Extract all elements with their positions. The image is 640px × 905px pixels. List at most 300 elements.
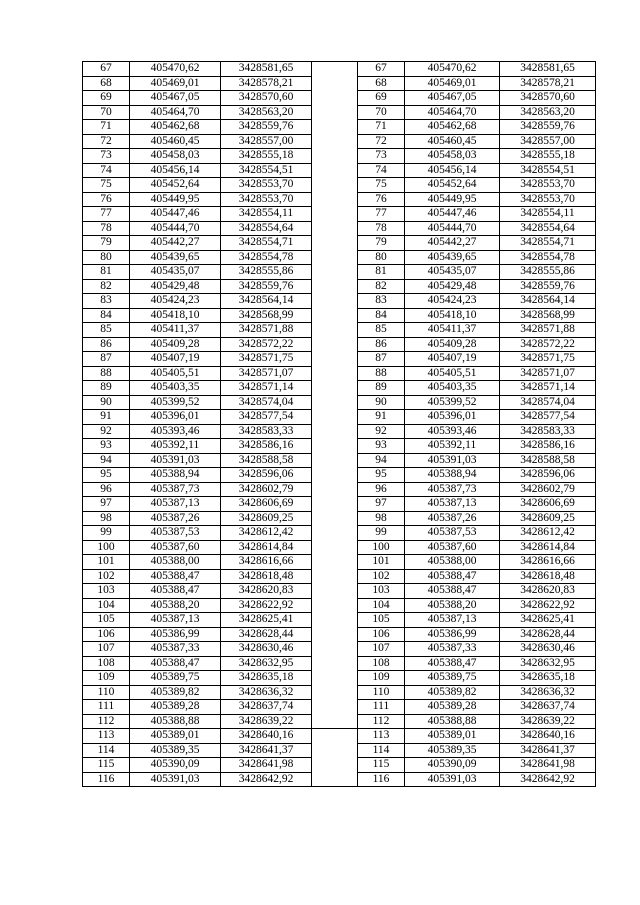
x-coordinate-cell: 405444,70 — [405, 221, 500, 236]
x-coordinate-cell: 405388,88 — [130, 714, 221, 729]
x-coordinate-cell: 405388,20 — [130, 598, 221, 613]
x-coordinate-cell: 405388,00 — [130, 555, 221, 570]
x-coordinate-cell: 405456,14 — [405, 163, 500, 178]
point-number-cell: 99 — [358, 526, 405, 541]
column-gap — [312, 482, 358, 497]
y-coordinate-cell: 3428581,65 — [221, 62, 312, 77]
x-coordinate-cell: 405449,95 — [405, 192, 500, 207]
x-coordinate-cell: 405458,03 — [130, 149, 221, 164]
y-coordinate-cell: 3428568,99 — [500, 308, 596, 323]
point-number-cell: 93 — [83, 439, 130, 454]
x-coordinate-cell: 405462,68 — [405, 120, 500, 135]
column-gap — [312, 555, 358, 570]
x-coordinate-cell: 405393,46 — [130, 424, 221, 439]
y-coordinate-cell: 3428572,22 — [500, 337, 596, 352]
table-row — [83, 250, 596, 265]
point-number-cell: 78 — [83, 221, 130, 236]
table-row — [83, 134, 596, 149]
point-number-cell: 115 — [358, 758, 405, 773]
point-number-cell: 103 — [83, 584, 130, 599]
column-gap — [312, 700, 358, 715]
column-gap — [312, 642, 358, 657]
x-coordinate-cell: 405390,09 — [130, 758, 221, 773]
point-number-cell: 96 — [358, 482, 405, 497]
x-coordinate-cell: 405469,01 — [130, 76, 221, 91]
x-coordinate-cell: 405389,01 — [405, 729, 500, 744]
table-row — [83, 366, 596, 381]
point-number-cell: 77 — [358, 207, 405, 222]
x-coordinate-cell: 405403,35 — [405, 381, 500, 396]
y-coordinate-cell: 3428559,76 — [500, 120, 596, 135]
x-coordinate-cell: 405439,65 — [130, 250, 221, 265]
x-coordinate-cell: 405424,23 — [130, 294, 221, 309]
column-gap — [312, 743, 358, 758]
y-coordinate-cell: 3428554,78 — [221, 250, 312, 265]
column-gap — [312, 671, 358, 686]
y-coordinate-cell: 3428641,37 — [500, 743, 596, 758]
x-coordinate-cell: 405469,01 — [405, 76, 500, 91]
point-number-cell: 102 — [358, 569, 405, 584]
x-coordinate-cell: 405387,26 — [405, 511, 500, 526]
y-coordinate-cell: 3428616,66 — [500, 555, 596, 570]
y-coordinate-cell: 3428571,14 — [221, 381, 312, 396]
x-coordinate-cell: 405389,82 — [405, 685, 500, 700]
table-row — [83, 105, 596, 120]
point-number-cell: 101 — [358, 555, 405, 570]
table-row — [83, 91, 596, 106]
table-row — [83, 149, 596, 164]
y-coordinate-cell: 3428557,00 — [221, 134, 312, 149]
y-coordinate-cell: 3428642,92 — [221, 772, 312, 787]
column-gap — [312, 685, 358, 700]
y-coordinate-cell: 3428555,86 — [500, 265, 596, 280]
column-gap — [312, 76, 358, 91]
table-row — [83, 482, 596, 497]
point-number-cell: 91 — [83, 410, 130, 425]
y-coordinate-cell: 3428612,42 — [500, 526, 596, 541]
table-row — [83, 656, 596, 671]
y-coordinate-cell: 3428570,60 — [500, 91, 596, 106]
table-row — [83, 671, 596, 686]
point-number-cell: 93 — [358, 439, 405, 454]
point-number-cell: 92 — [83, 424, 130, 439]
x-coordinate-cell: 405387,53 — [405, 526, 500, 541]
column-gap — [312, 497, 358, 512]
x-coordinate-cell: 405390,09 — [405, 758, 500, 773]
point-number-cell: 83 — [358, 294, 405, 309]
column-gap — [312, 221, 358, 236]
x-coordinate-cell: 405387,13 — [405, 497, 500, 512]
x-coordinate-cell: 405386,99 — [405, 627, 500, 642]
y-coordinate-cell: 3428553,70 — [500, 178, 596, 193]
y-coordinate-cell: 3428577,54 — [221, 410, 312, 425]
x-coordinate-cell: 405407,19 — [405, 352, 500, 367]
column-gap — [312, 569, 358, 584]
x-coordinate-cell: 405439,65 — [405, 250, 500, 265]
table-row — [83, 555, 596, 570]
table-row — [83, 613, 596, 628]
table-row — [83, 642, 596, 657]
y-coordinate-cell: 3428620,83 — [221, 584, 312, 599]
point-number-cell: 110 — [83, 685, 130, 700]
point-number-cell: 72 — [83, 134, 130, 149]
column-gap — [312, 627, 358, 642]
point-number-cell: 76 — [83, 192, 130, 207]
table-row — [83, 453, 596, 468]
point-number-cell: 83 — [83, 294, 130, 309]
point-number-cell: 113 — [83, 729, 130, 744]
y-coordinate-cell: 3428577,54 — [500, 410, 596, 425]
table-row — [83, 352, 596, 367]
point-number-cell: 97 — [358, 497, 405, 512]
x-coordinate-cell: 405388,94 — [405, 468, 500, 483]
point-number-cell: 102 — [83, 569, 130, 584]
x-coordinate-cell: 405388,47 — [405, 569, 500, 584]
point-number-cell: 90 — [83, 395, 130, 410]
x-coordinate-cell: 405386,99 — [130, 627, 221, 642]
column-gap — [312, 381, 358, 396]
y-coordinate-cell: 3428554,78 — [500, 250, 596, 265]
y-coordinate-cell: 3428553,70 — [221, 178, 312, 193]
point-number-cell: 68 — [83, 76, 130, 91]
y-coordinate-cell: 3428553,70 — [221, 192, 312, 207]
column-gap — [312, 656, 358, 671]
y-coordinate-cell: 3428642,92 — [500, 772, 596, 787]
y-coordinate-cell: 3428564,14 — [500, 294, 596, 309]
point-number-cell: 116 — [83, 772, 130, 787]
x-coordinate-cell: 405389,82 — [130, 685, 221, 700]
y-coordinate-cell: 3428596,06 — [221, 468, 312, 483]
table-row — [83, 207, 596, 222]
y-coordinate-cell: 3428563,20 — [221, 105, 312, 120]
point-number-cell: 72 — [358, 134, 405, 149]
x-coordinate-cell: 405407,19 — [130, 352, 221, 367]
y-coordinate-cell: 3428570,60 — [221, 91, 312, 106]
y-coordinate-cell: 3428563,20 — [500, 105, 596, 120]
table-row — [83, 236, 596, 251]
x-coordinate-cell: 405470,62 — [130, 62, 221, 77]
column-gap — [312, 192, 358, 207]
table-row — [83, 439, 596, 454]
column-gap — [312, 308, 358, 323]
point-number-cell: 109 — [83, 671, 130, 686]
point-number-cell: 111 — [83, 700, 130, 715]
x-coordinate-cell: 405403,35 — [130, 381, 221, 396]
y-coordinate-cell: 3428554,11 — [221, 207, 312, 222]
y-coordinate-cell: 3428637,74 — [221, 700, 312, 715]
point-number-cell: 95 — [83, 468, 130, 483]
table-row — [83, 526, 596, 541]
x-coordinate-cell: 405442,27 — [405, 236, 500, 251]
x-coordinate-cell: 405411,37 — [130, 323, 221, 338]
y-coordinate-cell: 3428578,21 — [500, 76, 596, 91]
y-coordinate-cell: 3428622,92 — [221, 598, 312, 613]
x-coordinate-cell: 405393,46 — [405, 424, 500, 439]
y-coordinate-cell: 3428555,86 — [221, 265, 312, 280]
y-coordinate-cell: 3428574,04 — [221, 395, 312, 410]
table-row — [83, 627, 596, 642]
x-coordinate-cell: 405456,14 — [130, 163, 221, 178]
y-coordinate-cell: 3428632,95 — [221, 656, 312, 671]
column-gap — [312, 410, 358, 425]
point-number-cell: 108 — [358, 656, 405, 671]
x-coordinate-cell: 405405,51 — [130, 366, 221, 381]
y-coordinate-cell: 3428620,83 — [500, 584, 596, 599]
x-coordinate-cell: 405387,73 — [130, 482, 221, 497]
x-coordinate-cell: 405387,60 — [405, 540, 500, 555]
y-coordinate-cell: 3428568,99 — [221, 308, 312, 323]
point-number-cell: 76 — [358, 192, 405, 207]
point-number-cell: 69 — [83, 91, 130, 106]
point-number-cell: 88 — [83, 366, 130, 381]
y-coordinate-cell: 3428637,74 — [500, 700, 596, 715]
point-number-cell: 98 — [83, 511, 130, 526]
x-coordinate-cell: 405429,48 — [130, 279, 221, 294]
y-coordinate-cell: 3428559,76 — [221, 120, 312, 135]
column-gap — [312, 511, 358, 526]
point-number-cell: 70 — [358, 105, 405, 120]
table-row — [83, 410, 596, 425]
point-number-cell: 81 — [358, 265, 405, 280]
y-coordinate-cell: 3428554,64 — [500, 221, 596, 236]
point-number-cell: 73 — [358, 149, 405, 164]
y-coordinate-cell: 3428630,46 — [500, 642, 596, 657]
column-gap — [312, 62, 358, 77]
y-coordinate-cell: 3428609,25 — [221, 511, 312, 526]
column-gap — [312, 323, 358, 338]
table-row — [83, 265, 596, 280]
x-coordinate-cell: 405399,52 — [130, 395, 221, 410]
x-coordinate-cell: 405388,20 — [405, 598, 500, 613]
point-number-cell: 85 — [358, 323, 405, 338]
y-coordinate-cell: 3428586,16 — [221, 439, 312, 454]
table-row — [83, 76, 596, 91]
point-number-cell: 89 — [83, 381, 130, 396]
column-gap — [312, 337, 358, 352]
y-coordinate-cell: 3428555,18 — [221, 149, 312, 164]
x-coordinate-cell: 405392,11 — [130, 439, 221, 454]
x-coordinate-cell: 405418,10 — [130, 308, 221, 323]
column-gap — [312, 613, 358, 628]
point-number-cell: 103 — [358, 584, 405, 599]
x-coordinate-cell: 405435,07 — [405, 265, 500, 280]
point-number-cell: 78 — [358, 221, 405, 236]
x-coordinate-cell: 405444,70 — [130, 221, 221, 236]
y-coordinate-cell: 3428606,69 — [500, 497, 596, 512]
table-row — [83, 584, 596, 599]
point-number-cell: 107 — [358, 642, 405, 657]
x-coordinate-cell: 405392,11 — [405, 439, 500, 454]
y-coordinate-cell: 3428554,51 — [500, 163, 596, 178]
x-coordinate-cell: 405387,26 — [130, 511, 221, 526]
point-number-cell: 101 — [83, 555, 130, 570]
point-number-cell: 99 — [83, 526, 130, 541]
y-coordinate-cell: 3428602,79 — [500, 482, 596, 497]
x-coordinate-cell: 405462,68 — [130, 120, 221, 135]
point-number-cell: 80 — [83, 250, 130, 265]
x-coordinate-cell: 405435,07 — [130, 265, 221, 280]
point-number-cell: 106 — [83, 627, 130, 642]
y-coordinate-cell: 3428554,51 — [221, 163, 312, 178]
point-number-cell: 86 — [358, 337, 405, 352]
x-coordinate-cell: 405464,70 — [405, 105, 500, 120]
point-number-cell: 100 — [358, 540, 405, 555]
y-coordinate-cell: 3428583,33 — [221, 424, 312, 439]
x-coordinate-cell: 405387,53 — [130, 526, 221, 541]
point-number-cell: 84 — [358, 308, 405, 323]
column-gap — [312, 540, 358, 555]
y-coordinate-cell: 3428557,00 — [500, 134, 596, 149]
x-coordinate-cell: 405470,62 — [405, 62, 500, 77]
x-coordinate-cell: 405409,28 — [130, 337, 221, 352]
table-row — [83, 743, 596, 758]
point-number-cell: 87 — [83, 352, 130, 367]
y-coordinate-cell: 3428640,16 — [500, 729, 596, 744]
table-row — [83, 337, 596, 352]
column-gap — [312, 714, 358, 729]
y-coordinate-cell: 3428559,76 — [221, 279, 312, 294]
point-number-cell: 104 — [83, 598, 130, 613]
y-coordinate-cell: 3428574,04 — [500, 395, 596, 410]
y-coordinate-cell: 3428641,98 — [500, 758, 596, 773]
y-coordinate-cell: 3428578,21 — [221, 76, 312, 91]
y-coordinate-cell: 3428555,18 — [500, 149, 596, 164]
x-coordinate-cell: 405388,88 — [405, 714, 500, 729]
point-number-cell: 94 — [358, 453, 405, 468]
column-gap — [312, 453, 358, 468]
point-number-cell: 111 — [358, 700, 405, 715]
y-coordinate-cell: 3428614,84 — [500, 540, 596, 555]
table-row — [83, 395, 596, 410]
column-gap — [312, 584, 358, 599]
point-number-cell: 75 — [83, 178, 130, 193]
x-coordinate-cell: 405387,13 — [405, 613, 500, 628]
x-coordinate-cell: 405388,94 — [130, 468, 221, 483]
point-number-cell: 112 — [358, 714, 405, 729]
point-number-cell: 112 — [83, 714, 130, 729]
point-number-cell: 95 — [358, 468, 405, 483]
x-coordinate-cell: 405388,47 — [405, 656, 500, 671]
column-gap — [312, 439, 358, 454]
column-gap — [312, 120, 358, 135]
point-number-cell: 67 — [358, 62, 405, 77]
column-gap — [312, 294, 358, 309]
column-gap — [312, 366, 358, 381]
y-coordinate-cell: 3428571,88 — [500, 323, 596, 338]
column-gap — [312, 598, 358, 613]
table-row — [83, 540, 596, 555]
x-coordinate-cell: 405409,28 — [405, 337, 500, 352]
point-number-cell: 79 — [83, 236, 130, 251]
x-coordinate-cell: 405396,01 — [130, 410, 221, 425]
y-coordinate-cell: 3428632,95 — [500, 656, 596, 671]
x-coordinate-cell: 405389,35 — [405, 743, 500, 758]
x-coordinate-cell: 405452,64 — [130, 178, 221, 193]
y-coordinate-cell: 3428618,48 — [500, 569, 596, 584]
y-coordinate-cell: 3428554,11 — [500, 207, 596, 222]
column-gap — [312, 178, 358, 193]
column-gap — [312, 395, 358, 410]
point-number-cell: 92 — [358, 424, 405, 439]
point-number-cell: 100 — [83, 540, 130, 555]
table-row — [83, 294, 596, 309]
column-gap — [312, 149, 358, 164]
point-number-cell: 86 — [83, 337, 130, 352]
y-coordinate-cell: 3428639,22 — [500, 714, 596, 729]
column-gap — [312, 424, 358, 439]
point-number-cell: 116 — [358, 772, 405, 787]
point-number-cell: 69 — [358, 91, 405, 106]
x-coordinate-cell: 405388,47 — [130, 584, 221, 599]
y-coordinate-cell: 3428606,69 — [221, 497, 312, 512]
x-coordinate-cell: 405442,27 — [130, 236, 221, 251]
x-coordinate-cell: 405389,35 — [130, 743, 221, 758]
y-coordinate-cell: 3428564,14 — [221, 294, 312, 309]
x-coordinate-cell: 405460,45 — [405, 134, 500, 149]
x-coordinate-cell: 405387,60 — [130, 540, 221, 555]
y-coordinate-cell: 3428640,16 — [221, 729, 312, 744]
y-coordinate-cell: 3428596,06 — [500, 468, 596, 483]
x-coordinate-cell: 405387,13 — [130, 613, 221, 628]
column-gap — [312, 526, 358, 541]
point-number-cell: 85 — [83, 323, 130, 338]
table-row — [83, 381, 596, 396]
table-row — [83, 163, 596, 178]
table-row — [83, 598, 596, 613]
point-number-cell: 110 — [358, 685, 405, 700]
x-coordinate-cell: 405388,00 — [405, 555, 500, 570]
column-gap — [312, 265, 358, 280]
x-coordinate-cell: 405429,48 — [405, 279, 500, 294]
x-coordinate-cell: 405449,95 — [130, 192, 221, 207]
table-row — [83, 279, 596, 294]
y-coordinate-cell: 3428635,18 — [500, 671, 596, 686]
point-number-cell: 77 — [83, 207, 130, 222]
x-coordinate-cell: 405391,03 — [405, 772, 500, 787]
x-coordinate-cell: 405399,52 — [405, 395, 500, 410]
x-coordinate-cell: 405389,28 — [405, 700, 500, 715]
point-number-cell: 79 — [358, 236, 405, 251]
y-coordinate-cell: 3428625,41 — [221, 613, 312, 628]
table-row — [83, 758, 596, 773]
y-coordinate-cell: 3428612,42 — [221, 526, 312, 541]
point-number-cell: 114 — [358, 743, 405, 758]
y-coordinate-cell: 3428572,22 — [221, 337, 312, 352]
y-coordinate-cell: 3428618,48 — [221, 569, 312, 584]
point-number-cell: 82 — [358, 279, 405, 294]
table-row — [83, 569, 596, 584]
column-gap — [312, 468, 358, 483]
point-number-cell: 114 — [83, 743, 130, 758]
y-coordinate-cell: 3428554,71 — [221, 236, 312, 251]
point-number-cell: 81 — [83, 265, 130, 280]
point-number-cell: 104 — [358, 598, 405, 613]
y-coordinate-cell: 3428616,66 — [221, 555, 312, 570]
point-number-cell: 70 — [83, 105, 130, 120]
point-number-cell: 67 — [83, 62, 130, 77]
point-number-cell: 74 — [83, 163, 130, 178]
x-coordinate-cell: 405387,33 — [405, 642, 500, 657]
x-coordinate-cell: 405389,75 — [130, 671, 221, 686]
y-coordinate-cell: 3428588,58 — [221, 453, 312, 468]
point-number-cell: 115 — [83, 758, 130, 773]
y-coordinate-cell: 3428635,18 — [221, 671, 312, 686]
point-number-cell: 80 — [358, 250, 405, 265]
y-coordinate-cell: 3428636,32 — [500, 685, 596, 700]
point-number-cell: 105 — [358, 613, 405, 628]
y-coordinate-cell: 3428628,44 — [500, 627, 596, 642]
x-coordinate-cell: 405391,03 — [130, 772, 221, 787]
